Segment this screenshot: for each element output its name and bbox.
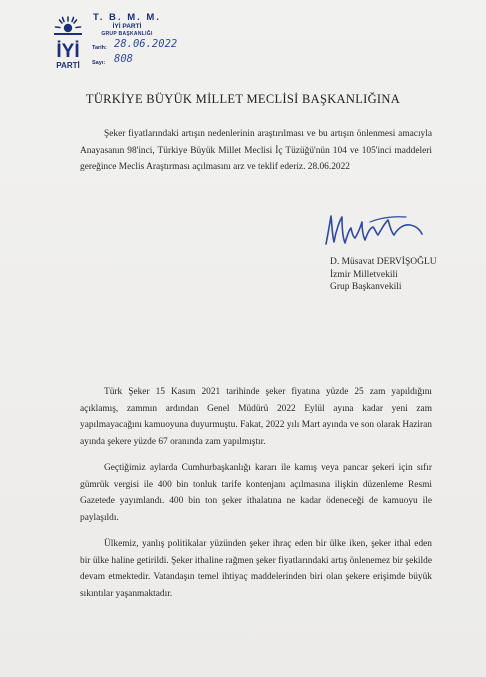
date-label: Tarih: <box>92 45 107 51</box>
date-row <box>92 38 178 51</box>
intro-paragraph: Şeker fiyatlarındaki artışın nedenlerinin araştırılması ve bu artışın önlenmesi amacıyla Anayasanın 98'inci, Türkiye Büyük Millet Meclisi İç Tüzüğü'nün 104 ve 105'inci maddeleri gereğince Meclis Araştırması açılmasını arz ve teklif ederiz. 28.06.2022 <box>80 129 432 172</box>
group-label: GRUP BAŞKANLIĞI <box>101 31 153 37</box>
number-row <box>92 53 133 66</box>
party-name: İYİ PARTİ <box>112 23 142 30</box>
svg-text:PARTİ: PARTİ <box>56 61 80 70</box>
body-paragraph-3: Ülkemiz, yanlış politikalar yüzünden şeker ihraç eden bir ülke iken, şeker ithal eden bir ülke haline getirildi. Şeker ithaline rağmen şeker fiyatlarındaki artış önlenemez bir şekilde devam etmektedir. Vatandaşın temel ihtiyaç maddelerinden biri olan şekere erişimde büyük sıkıntılar yaşanmaktadır. <box>80 539 432 599</box>
body-paragraph-1: Türk Şeker 15 Kasım 2021 tarihinde şeker fiyatına yüzde 25 zam yapıldığını açıklamış, zammın ardından Genel Müdürü 2022 Eylül ayına kadar yeni zam yapılmayacağını kamuoyuna duyurmuştu. Fakat, 2022 yılı Mart ayında ve son olarak Haziran ayında şekere yüzde 67 oranında zam yapılmıştır. <box>80 387 432 447</box>
number-value: 808 <box>114 53 133 65</box>
signature <box>318 208 428 254</box>
svg-text:İYİ: İYİ <box>56 41 80 62</box>
body-paragraph-2: Geçtiğimiz aylarda Cumhurbaşkanlığı kararı ile kamış veya pancar şekeri için sıfır gümrük vergisi ile 400 bin tonluk tarife kontenjanı açılmasına ilişkin düzenleme Resmi Gazetede yayımlandı. 400 bin ton şeker ithalatına ne kadar ödeneceği de kamuoyu ile paylaşıldı. <box>80 463 432 523</box>
page-title: TÜRKİYE BÜYÜK MİLLET MECLİSİ BAŞKANLIĞINA <box>85 92 401 106</box>
iyi-party-logo-icon <box>50 14 86 72</box>
date-value: 28.06.2022 <box>114 38 178 50</box>
signer-name: D. Müsavat DERVİŞOĞLU <box>330 257 437 267</box>
party-header <box>92 13 162 37</box>
tbmm-label: T. B. M. M. <box>93 12 161 23</box>
signer-title: Grup Başkanvekili <box>330 282 402 292</box>
number-label: Sayı: <box>92 60 106 66</box>
signer-role: İzmir Milletvekili <box>330 269 398 280</box>
signer-block <box>330 256 440 294</box>
